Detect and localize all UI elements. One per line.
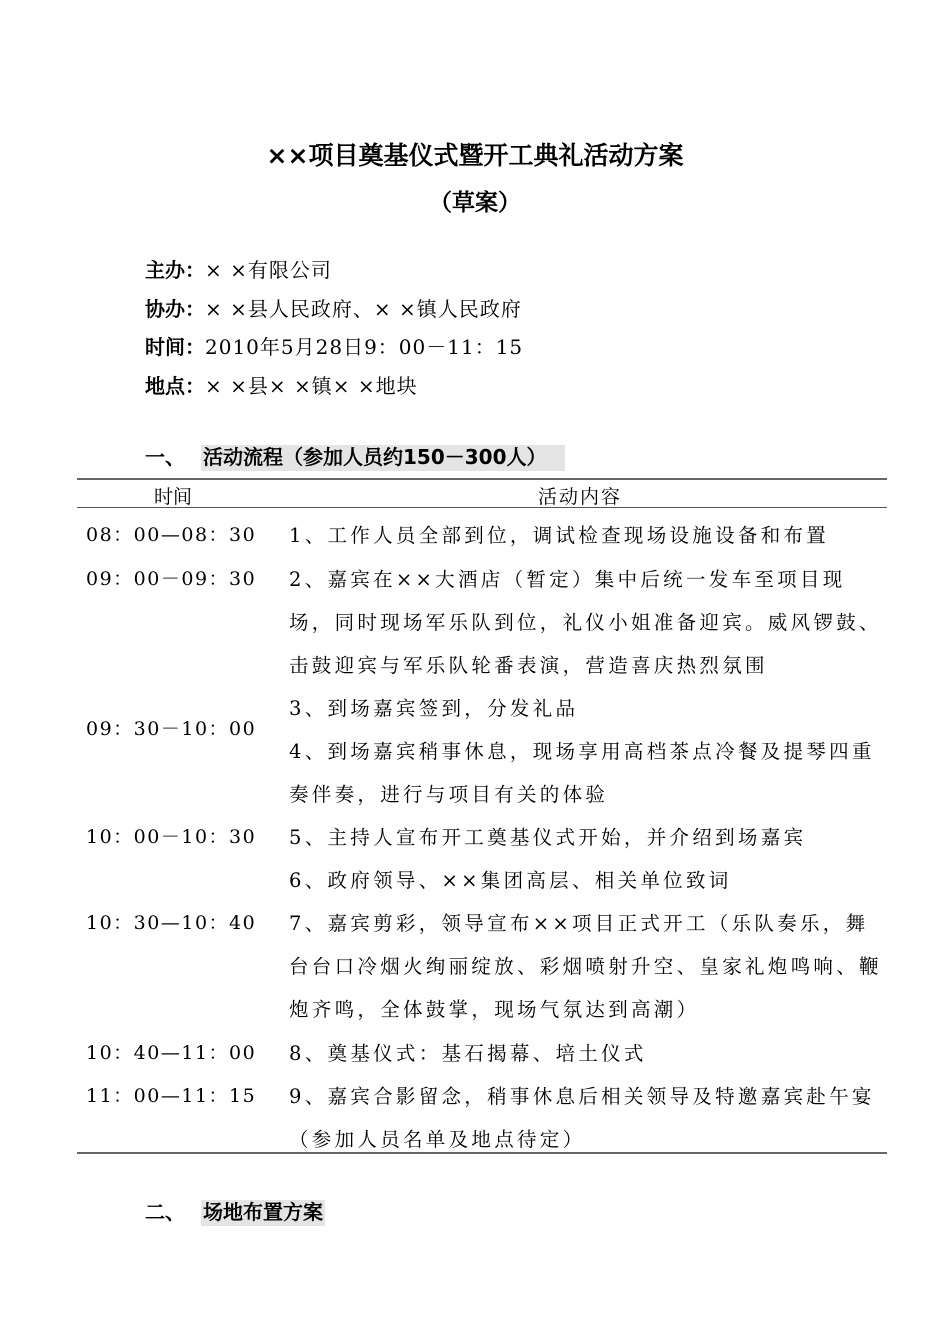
column-header-time: 时间 [154,486,193,508]
document-title: ××项目奠基仪式暨开工典礼活动方案 [266,141,684,170]
content-line: 7、嘉宾剪彩，领导宣布××项目正式开工（乐队奏乐，舞 [289,912,869,935]
time-cell: 11：00—11：15 [86,1085,257,1107]
organizer-row [145,254,332,283]
content-line: 炮齐鸣，全体鼓掌，现场气氛达到高潮） [289,998,700,1021]
time-row [145,331,523,360]
time-value: 2010年5月28日9：00－11：15 [205,335,524,359]
content-line: 5、主持人宣布开工奠基仪式开始，并介绍到场嘉宾 [289,826,807,849]
column-header-content: 活动内容 [538,486,623,508]
content-line: 9、嘉宾合影留念，稍事休息后相关领导及特邀嘉宾赴午宴 [289,1085,875,1108]
table-bottom-rule [77,1152,887,1154]
content-line: 台台口冷烟火绚丽绽放、彩烟喷射升空、皇家礼炮鸣响、鞭 [289,955,882,978]
location-label: 地点： [145,374,205,398]
time-label: 时间： [145,335,205,359]
time-cell: 10：00－10：30 [86,826,257,848]
content-line: 8、奠基仪式：基石揭幕、培土仪式 [289,1042,647,1065]
section-title: 活动流程（参加人员约150－300人） [201,445,565,471]
time-cell: 09：30－10：00 [86,718,257,740]
content-line: 3、到场嘉宾签到，分发礼品 [289,697,579,720]
co-organizer-label: 协办： [145,297,205,321]
content-line: 场，同时现场军乐队到位，礼仪小姐准备迎宾。威风锣鼓、 [289,611,882,634]
content-line: 击鼓迎宾与军乐队轮番表演，营造喜庆热烈氛围 [289,654,768,677]
location-row [145,370,418,399]
section-number: 一、 [145,445,185,469]
content-line: 2、嘉宾在××大酒店（暂定）集中后统一发车至项目现 [289,568,846,591]
content-line: 奏伴奏，进行与项目有关的体验 [289,783,609,806]
organizer-value: × ×有限公司 [205,258,332,282]
document-subtitle: （草案） [429,190,521,216]
section-number: 二、 [145,1200,185,1224]
content-line: （参加人员名单及地点待定） [289,1128,586,1151]
organizer-label: 主办： [145,258,205,282]
co-organizer-row [145,293,522,322]
co-organizer-value: × ×县人民政府、× ×镇人民政府 [205,297,522,321]
content-line: 4、到场嘉宾稍事休息，现场享用高档茶点冷餐及提琴四重 [289,740,875,763]
time-cell: 10：30—10：40 [86,912,257,934]
time-cell: 09：00－09：30 [86,568,257,590]
time-cell: 08：00—08：30 [86,524,257,546]
time-cell: 10：40—11：00 [86,1042,257,1064]
section-heading-1 [145,441,565,470]
content-line: 6、政府领导、××集团高层、相关单位致词 [289,869,732,892]
content-line: 1、工作人员全部到位，调试检查现场设施设备和布置 [289,524,830,547]
location-value: × ×县× ×镇× ×地块 [205,374,418,398]
header-rule [77,507,887,508]
section-title: 场地布置方案 [203,1200,323,1224]
table-top-rule [77,478,887,480]
section-heading-2 [145,1196,325,1225]
